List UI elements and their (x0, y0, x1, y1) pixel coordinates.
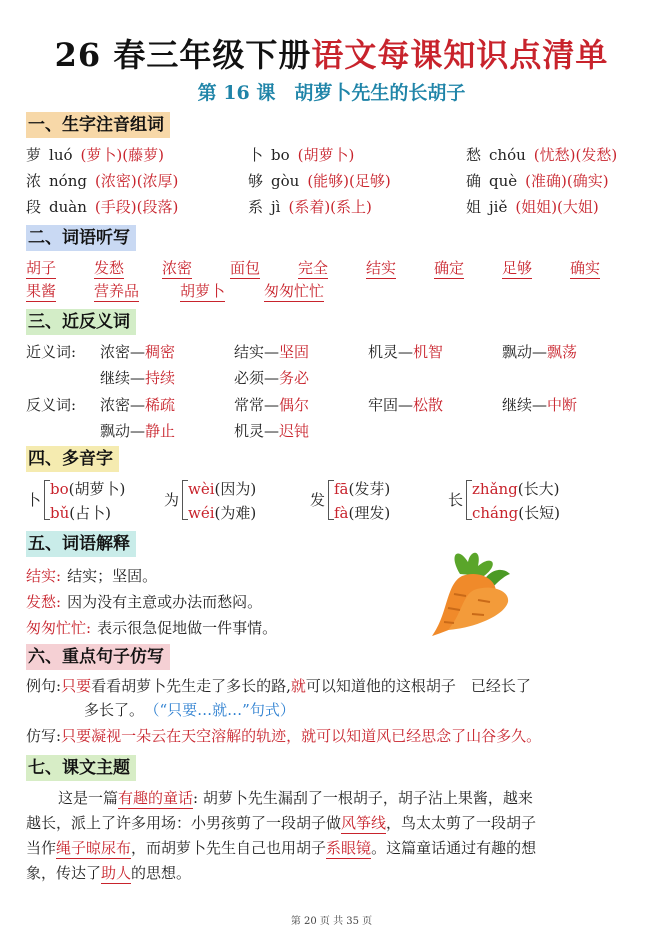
section-header-characters: 一、生字注音组词 (26, 112, 170, 138)
character-entry: 浓 nóng (浓密)(浓厚) (26, 172, 179, 190)
section-header-polyphones: 四、多音字 (26, 446, 119, 472)
character-entry: 段 duàn (手段)(段落) (26, 198, 179, 216)
example-sentence-line2: 多长了。 （“只要…就…”句式） (84, 701, 295, 719)
antonym-pair: 浓密—稀疏 (100, 396, 176, 414)
page-title: 26 春三年级下册语文每课知识点清单 (54, 36, 609, 74)
synonym-pair: 飘动—飘荡 (502, 343, 578, 361)
polyphone-reading: zhǎng(长大) (472, 480, 560, 498)
synonym-label: 近义词: (26, 343, 77, 361)
character-entry: 愁 chóu (忧愁)(发愁) (466, 146, 618, 164)
synonym-pair: 必须—务必 (234, 369, 310, 387)
antonym-pair: 机灵—迟钝 (234, 422, 310, 440)
brace-line (466, 480, 467, 520)
character-entry: 够 gòu (能够)(足够) (248, 172, 391, 190)
dictation-word: 营养品 (94, 282, 140, 300)
character-entry: 卜 bo (胡萝卜) (248, 146, 355, 164)
dictation-word: 胡子 (26, 259, 57, 277)
dictation-word: 匆匆忙忙 (264, 282, 325, 300)
synonym-pair: 结实—坚固 (234, 343, 310, 361)
theme-line-1: 这是一篇有趣的童话: 胡萝卜先生漏刮了一根胡子，胡子沾上果酱，越来 (58, 789, 533, 807)
polyphone-reading: bǔ(占卜) (50, 504, 111, 522)
polyphone-reading: fà(理发) (334, 504, 391, 522)
polyphone-reading: wèi(因为) (188, 480, 257, 498)
page-footer: 第 20 页 共 35 页 (290, 916, 373, 927)
synonym-pair: 继续—持续 (100, 369, 176, 387)
theme-line-2: 越长，派上了许多用场：小男孩剪了一段胡子做风筝线，鸟太太剪了一段胡子 (26, 814, 537, 832)
polyphone-reading: bo(胡萝卜) (50, 480, 126, 498)
section-header-dictation: 二、词语听写 (26, 225, 136, 251)
definition-item: 匆匆忙忙: 表示很急促地做一件事情。 (26, 619, 278, 637)
polyphone-char: 为 (164, 491, 180, 509)
dictation-word: 果酱 (26, 282, 57, 300)
example-sentence-line1: 例句:只要看看胡萝卜先生走了多长的路,就可以知道他的这根胡子 已经长了 (26, 677, 531, 695)
synonym-pair: 机灵—机智 (368, 343, 444, 361)
polyphone-char: 长 (448, 491, 464, 509)
theme-line-3: 当作绳子晾尿布，而胡萝卜先生自己也用胡子系眼镜。这篇童话通过有趣的想 (26, 839, 537, 857)
dictation-word: 足够 (502, 259, 533, 277)
dictation-word: 发愁 (94, 259, 125, 277)
antonym-pair: 继续—中断 (502, 396, 578, 414)
dictation-word: 结实 (366, 259, 397, 277)
definition-item: 发愁: 因为没有主意或办法而愁闷。 (26, 593, 263, 611)
antonym-pair: 飘动—静止 (100, 422, 176, 440)
antonym-pair: 常常—偶尔 (234, 396, 310, 414)
polyphone-reading: wéi(为难) (188, 504, 257, 522)
synonym-pair: 浓密—稠密 (100, 343, 176, 361)
theme-line-4: 象，传达了助人的思想。 (26, 864, 192, 882)
dictation-word: 浓密 (162, 259, 193, 277)
dictation-word: 胡萝卜 (180, 282, 226, 300)
antonym-label: 反义词: (26, 396, 77, 414)
dictation-word: 确实 (570, 259, 601, 277)
imitation-sentence: 仿写:只要凝视一朵云在天空溶解的轨迹，就可以知道风已经思念了山谷多久。 (26, 727, 542, 745)
dictation-word: 完全 (298, 259, 329, 277)
polyphone-reading: fā(发芽) (334, 480, 391, 498)
character-entry: 系 jì (系着)(系上) (248, 198, 372, 216)
antonym-pair: 牢固—松散 (368, 396, 444, 414)
section-header-theme: 七、课文主题 (26, 755, 136, 781)
lesson-subtitle: 第 16 课 胡萝卜先生的长胡子 (197, 82, 466, 104)
brace-line (44, 480, 45, 520)
definition-item: 结实: 结实；坚固。 (26, 567, 158, 585)
polyphone-char: 发 (310, 491, 326, 509)
section-header-sentences: 六、重点句子仿写 (26, 644, 170, 670)
dictation-word: 面包 (230, 259, 261, 277)
polyphone-reading: cháng(长短) (472, 504, 560, 522)
brace-line (328, 480, 329, 520)
carrot-illustration (418, 544, 518, 644)
brace-line (182, 480, 183, 520)
section-header-synonyms: 三、近反义词 (26, 309, 136, 335)
character-entry: 确 què (准确)(确实) (466, 172, 609, 190)
character-entry: 姐 jiě (姐姐)(大姐) (466, 198, 599, 216)
section-header-definitions: 五、词语解释 (26, 531, 136, 557)
character-entry: 萝 luó (萝卜)(藤萝) (26, 146, 164, 164)
polyphone-char: 卜 (26, 491, 42, 509)
dictation-word: 确定 (434, 259, 465, 277)
